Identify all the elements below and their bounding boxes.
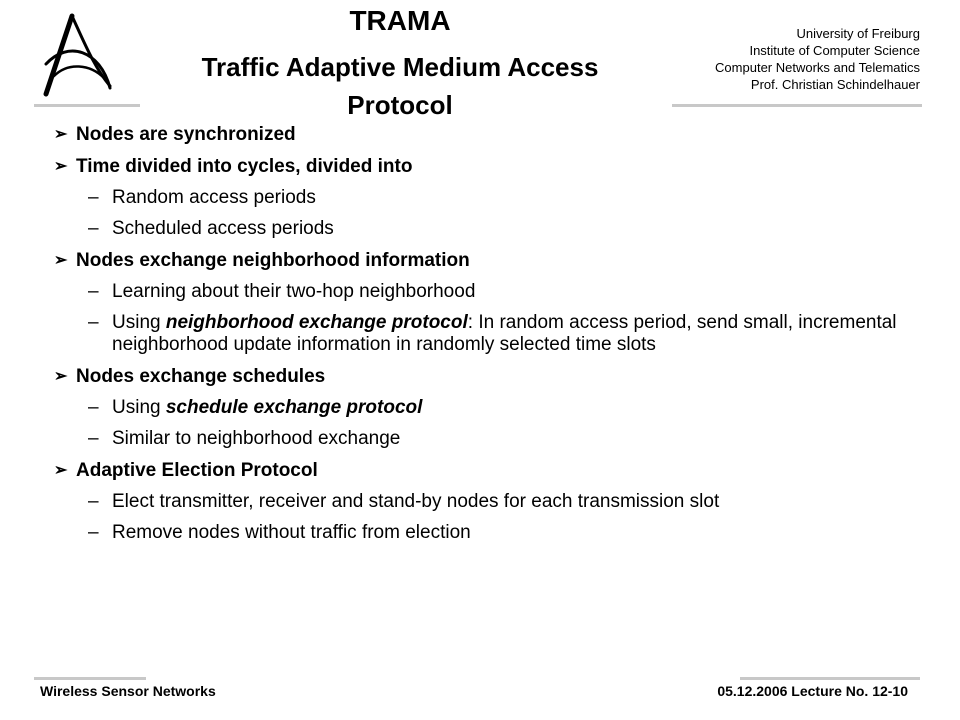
dash-bullet-icon: – — [88, 312, 99, 333]
bullet-item — [52, 156, 912, 178]
sub-bullet-text: Scheduled access periods — [112, 218, 334, 239]
sub-bullet-text: Learning about their two-hop neighborhood — [112, 281, 476, 302]
footer-course-name: Wireless Sensor Networks — [40, 683, 216, 699]
bullet-item — [52, 460, 912, 482]
bullet-text: Nodes exchange neighborhood information — [76, 250, 470, 271]
sub-bullet-item — [52, 187, 912, 209]
sub-bullet-text: Random access periods — [112, 187, 316, 208]
sub-bullet-text: Similar to neighborhood exchange — [112, 428, 401, 449]
dash-bullet-icon: – — [88, 428, 99, 449]
arrow-bullet-icon: ➢ — [54, 158, 68, 175]
institution-line: Computer Networks and Telematics — [715, 60, 920, 75]
bullet-text: Time divided into cycles, divided into — [76, 156, 413, 177]
dash-bullet-icon: – — [88, 281, 99, 302]
arrow-bullet-icon: ➢ — [54, 252, 68, 269]
sub-bullet-text-suffix: : In random access period, send small, incremental neighborhood update information in randomly selected time slots — [112, 312, 897, 355]
arrow-bullet-icon: ➢ — [54, 462, 68, 479]
bullet-item — [52, 124, 912, 146]
sub-bullet-text-prefix: Using — [112, 312, 166, 333]
sub-bullet-item — [52, 428, 912, 450]
bullet-item — [52, 366, 912, 388]
arrow-bullet-icon: ➢ — [54, 368, 68, 385]
bullet-text: Adaptive Election Protocol — [76, 460, 318, 481]
dash-bullet-icon: – — [88, 522, 99, 543]
dash-bullet-icon: – — [88, 218, 99, 239]
dash-bullet-icon: – — [88, 491, 99, 512]
sub-bullet-item — [52, 522, 912, 544]
institution-line: Institute of Computer Science — [749, 43, 920, 58]
sub-bullet-text: Remove nodes without traffic from election — [112, 522, 471, 543]
sub-bullet-item — [52, 397, 912, 419]
bullet-text: Nodes exchange schedules — [76, 366, 326, 387]
university-logo — [38, 12, 116, 100]
bullet-text: Nodes are synchronized — [76, 124, 296, 145]
bullet-item — [52, 250, 912, 272]
header-rule-right — [672, 104, 922, 107]
footer-rule-left — [34, 677, 146, 680]
dash-bullet-icon: – — [88, 187, 99, 208]
sub-bullet-item — [52, 312, 912, 356]
footer-lecture-info: 05.12.2006 Lecture No. 12-10 — [717, 683, 908, 699]
emphasized-term: neighborhood exchange protocol — [165, 312, 468, 333]
sub-bullet-item — [52, 218, 912, 240]
institution-line: Prof. Christian Schindelhauer — [750, 77, 920, 92]
footer-rule-right — [740, 677, 920, 680]
slide-content — [52, 124, 912, 544]
slide-subtitle: Traffic Adaptive Medium Access Protocol — [201, 52, 599, 120]
dash-bullet-icon: – — [88, 397, 99, 418]
sub-bullet-item — [52, 491, 912, 513]
institution-line: University of Freiburg — [796, 26, 920, 41]
sub-bullet-text: Elect transmitter, receiver and stand-by nodes for each transmission slot — [112, 491, 720, 512]
sub-bullet-item — [52, 281, 912, 303]
institution-block — [715, 25, 920, 93]
sub-bullet-text-prefix: Using — [112, 397, 166, 418]
arrow-bullet-icon: ➢ — [54, 126, 68, 143]
slide-title: TRAMA — [349, 5, 451, 36]
emphasized-term: schedule exchange protocol — [165, 397, 423, 418]
header-rule-left — [34, 104, 140, 107]
